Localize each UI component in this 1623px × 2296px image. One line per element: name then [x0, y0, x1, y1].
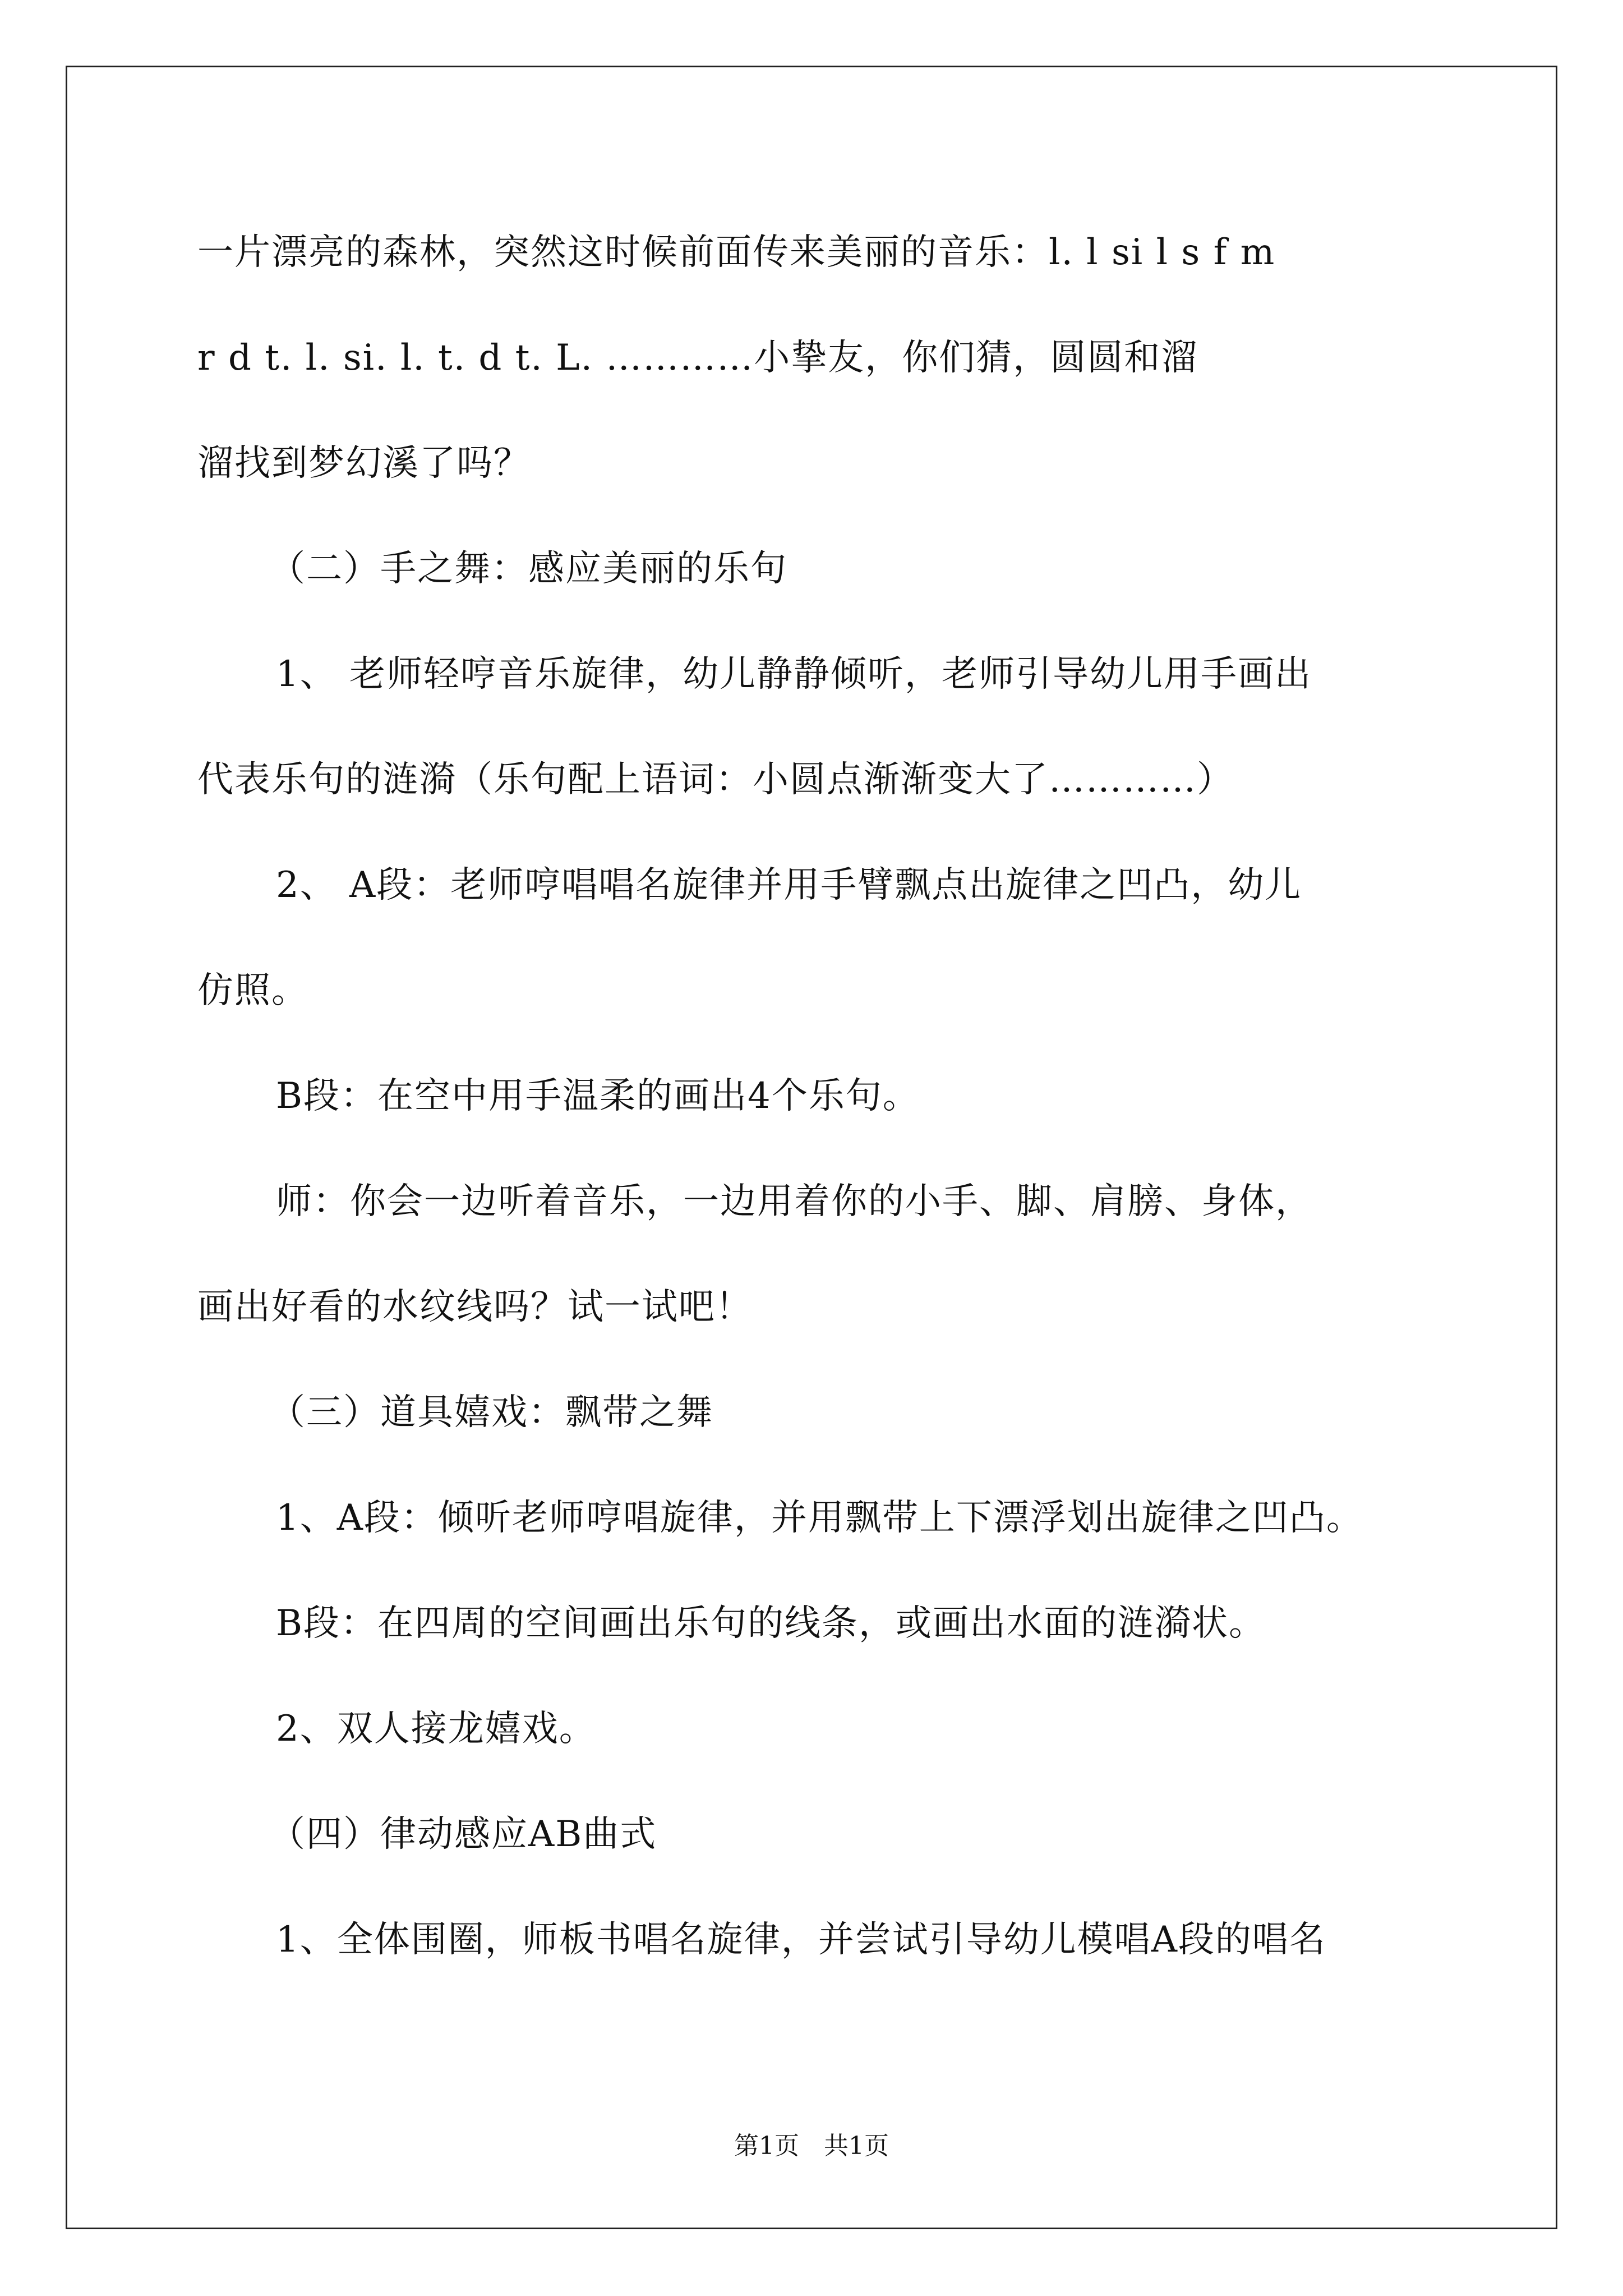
section-heading-3: （三）道具嬉戏：飘带之舞: [269, 1392, 713, 1433]
section-heading-2: （二）手之舞：感应美丽的乐句: [269, 548, 787, 590]
text-line-14: B段：在四周的空间画出乐句的线条，或画出水面的涟漪状。: [276, 1603, 1266, 1644]
text-line-6: 代表乐句的涟漪（乐句配上语词：小圆点渐渐变大了…………）: [197, 759, 1234, 800]
text-line-13: 1、A段：倾听老师哼唱旋律，并用飘带上下漂浮划出旋律之凹凸。: [276, 1497, 1363, 1539]
text-line-7: 2、 A段：老师哼唱唱名旋律并用手臂飘点出旋律之凹凸，幼儿: [276, 864, 1302, 906]
page-footer: 第1页 共1页: [734, 2132, 889, 2160]
text-line-8: 仿照。: [197, 970, 308, 1011]
text-line-1: 一片漂亮的森林，突然这时候前面传来美丽的音乐：l. l si l s f m: [197, 232, 1276, 273]
text-line-17: 1、全体围圈，师板书唱名旋律，并尝试引导幼儿模唱A段的唱名: [276, 1919, 1326, 1961]
text-line-5: 1、 老师轻哼音乐旋律，幼儿静静倾听，老师引导幼儿用手画出: [276, 654, 1312, 695]
text-line-3: 溜找到梦幻溪了吗？: [197, 443, 531, 484]
text-line-11: 画出好看的水纹线吗？试一试吧！: [197, 1286, 753, 1328]
page-border: [66, 66, 1557, 2229]
section-heading-4: （四）律动感应AB曲式: [269, 1814, 657, 1855]
text-line-2: r d t. l. si. l. t. d t. L. …………小挚友，你们猜，圆圆和溜: [197, 337, 1198, 379]
text-line-9: B段：在空中用手温柔的画出4个乐句。: [276, 1075, 920, 1117]
text-line-10: 师：你会一边听着音乐，一边用着你的小手、脚、肩膀、身体，: [276, 1181, 1312, 1222]
text-line-15: 2、双人接龙嬉戏。: [276, 1708, 596, 1750]
